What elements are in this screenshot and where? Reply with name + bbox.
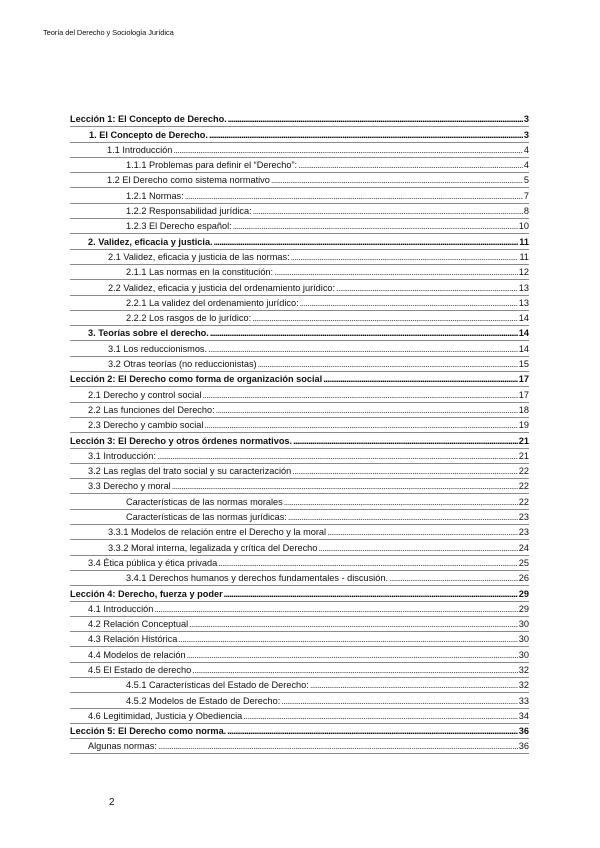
toc-entry[interactable] [70, 250, 529, 265]
toc-entry-title: Lección 1: El Concepto de Derecho. [70, 114, 227, 125]
toc-entry[interactable] [70, 647, 529, 662]
toc-entry-page: 7 [523, 190, 529, 201]
toc-entry[interactable] [70, 418, 529, 433]
toc-entry-title: Características de las normas jurídicas: [126, 512, 287, 523]
toc-entry-page: 23 [518, 527, 529, 538]
toc-entry-title: 3.3 Derecho y moral [88, 481, 171, 492]
toc-entry[interactable] [70, 449, 529, 464]
dot-leader [291, 250, 519, 264]
toc-entry-page: 22 [518, 481, 529, 492]
dot-leader [284, 495, 518, 509]
toc-entry-page: 34 [518, 710, 529, 721]
toc-entry-page: 24 [518, 542, 529, 553]
toc-entry-page: 30 [518, 649, 529, 660]
dot-leader [327, 525, 518, 539]
toc-entry-page: 14 [518, 343, 529, 354]
dot-leader [336, 281, 518, 295]
dot-leader [178, 632, 517, 646]
toc-entry[interactable] [70, 494, 529, 509]
dot-leader [274, 265, 518, 279]
toc-entry-title: 2.1 Derecho y control social [88, 389, 202, 400]
dot-leader [389, 571, 518, 585]
toc-entry[interactable] [70, 372, 529, 387]
dot-leader [154, 602, 517, 616]
toc-entry-page: 21 [518, 435, 529, 446]
page-number: 2 [109, 797, 115, 808]
dot-leader [218, 556, 518, 570]
dot-leader [173, 143, 522, 157]
dot-leader [214, 235, 519, 249]
toc-entry-title: 2.2.1 La validez del ordenamiento jurídico: [126, 297, 299, 308]
table-of-contents [70, 112, 529, 754]
dot-leader [243, 709, 518, 723]
dot-leader [172, 479, 518, 493]
dot-leader [233, 219, 518, 233]
toc-entry-page: 17 [518, 389, 529, 400]
toc-entry-page: 4 [523, 160, 529, 171]
toc-entry[interactable] [70, 357, 529, 372]
toc-entry[interactable] [70, 173, 529, 188]
toc-entry-page: 15 [518, 359, 529, 370]
dot-leader [158, 739, 518, 753]
dot-leader [298, 158, 523, 172]
toc-entry-title: 4.5.2 Modelos de Estado de Derecho: [126, 695, 281, 706]
toc-entry-page: 11 [519, 236, 529, 247]
toc-entry[interactable] [70, 296, 529, 311]
toc-entry-title: 3.4.1 Derechos humanos y derechos fundamentales - discusión. [126, 573, 388, 584]
toc-entry-title: 1.2.2 Responsabilidad jurídica: [126, 206, 252, 217]
toc-entry[interactable] [70, 617, 529, 632]
toc-entry-page: 5 [523, 175, 529, 186]
toc-entry[interactable] [70, 341, 529, 356]
toc-entry-page: 19 [518, 420, 529, 431]
dot-leader [318, 541, 517, 555]
toc-entry[interactable] [70, 265, 529, 280]
dot-leader [157, 449, 518, 463]
toc-entry-page: 14 [518, 313, 529, 324]
toc-entry[interactable] [70, 433, 529, 448]
toc-entry-page: 22 [518, 466, 529, 477]
toc-entry-title: 2.2 Validez, eficacia y justicia del ordenamiento jurídico: [108, 282, 336, 293]
toc-entry[interactable] [70, 525, 529, 540]
toc-entry[interactable] [70, 188, 529, 203]
dot-leader [228, 112, 523, 126]
toc-entry-page: 4 [523, 144, 529, 155]
toc-entry-title: 4.3 Relación Histórica [88, 634, 178, 645]
toc-entry-page: 10 [518, 221, 529, 232]
dot-leader [224, 587, 518, 601]
toc-entry-title: Lección 5: El Derecho como norma. [70, 726, 227, 737]
dot-leader [323, 372, 518, 386]
toc-entry[interactable] [70, 602, 529, 617]
toc-entry[interactable] [70, 311, 529, 326]
toc-entry-title: 1.2.3 El Derecho español: [126, 221, 232, 232]
toc-entry[interactable] [70, 693, 529, 708]
dot-leader [293, 434, 518, 448]
toc-entry[interactable] [70, 709, 529, 724]
toc-entry-page: 33 [518, 695, 529, 706]
toc-entry-title: 4.5.1 Características del Estado de Derecho: [126, 680, 309, 691]
toc-entry-page: 13 [518, 297, 529, 308]
toc-entry[interactable] [70, 127, 529, 142]
toc-entry-page: 36 [518, 726, 529, 737]
toc-entry[interactable] [70, 219, 529, 234]
dot-leader [292, 464, 518, 478]
toc-entry-page: 29 [518, 588, 529, 599]
dot-leader [310, 678, 518, 692]
toc-entry-title: 3.3.1 Modelos de relación entre el Derecho y la moral [108, 527, 327, 538]
toc-entry-page: 30 [518, 634, 529, 645]
toc-entry-page: 8 [523, 206, 529, 217]
toc-entry-page: 21 [518, 450, 529, 461]
toc-entry-page: 14 [518, 328, 529, 339]
toc-entry[interactable] [70, 112, 529, 127]
toc-entry-title: 2.2.2 Los rasgos de lo jurídico: [126, 313, 252, 324]
toc-entry-title: 3.2 Otras teorías (no reduccionistas) [108, 359, 257, 370]
dot-leader [300, 296, 518, 310]
dot-leader [204, 418, 517, 432]
dot-leader [288, 510, 518, 524]
toc-entry-title: 1.2 El Derecho como sistema normativo [107, 175, 270, 186]
toc-entry-title: 3.2 Las reglas del trato social y su caracterización [88, 466, 292, 477]
toc-entry-title: 2.3 Derecho y cambio social [88, 420, 204, 431]
toc-entry[interactable] [70, 556, 529, 571]
toc-entry-title: 2. Validez, eficacia y justicia. [88, 236, 213, 247]
toc-entry-page: 3 [523, 114, 529, 125]
dot-leader [202, 388, 517, 402]
dot-leader [187, 648, 518, 662]
toc-entry[interactable] [70, 724, 529, 739]
toc-entry-page: 13 [518, 282, 529, 293]
toc-entry-title: Características de las normas morales [126, 496, 283, 507]
toc-entry-title: 2.1 Validez, eficacia y justicia de las normas: [108, 251, 290, 262]
dot-leader [210, 326, 518, 340]
dot-leader [185, 189, 523, 203]
toc-entry[interactable] [70, 678, 529, 693]
toc-entry-title: 3.3.2 Moral interna, legalizada y crítica del Derecho [108, 542, 318, 553]
toc-entry-title: 3.4 Ética pública y ética privada [88, 557, 218, 568]
toc-entry-page: 11 [519, 251, 529, 262]
toc-entry[interactable] [70, 464, 529, 479]
toc-entry[interactable] [70, 510, 529, 525]
toc-entry[interactable] [70, 571, 529, 586]
toc-entry[interactable] [70, 540, 529, 555]
toc-entry-page: 22 [518, 496, 529, 507]
toc-entry-title: 3.1 Introducción: [88, 450, 156, 461]
dot-leader [271, 173, 523, 187]
toc-entry-title: 1.1.1 Problemas para definir el “Derecho”: [126, 160, 298, 171]
toc-entry[interactable] [70, 663, 529, 678]
toc-entry[interactable] [70, 234, 529, 249]
toc-entry-title: 2.2 Las funciones del Derecho: [88, 404, 215, 415]
dot-leader [208, 342, 518, 356]
dot-leader [209, 128, 523, 142]
toc-entry[interactable] [70, 204, 529, 219]
dot-leader [258, 357, 518, 371]
toc-entry-title: 1.1 Introducción [107, 144, 173, 155]
toc-entry-page: 18 [518, 404, 529, 415]
dot-leader [281, 694, 518, 708]
toc-entry-page: 26 [518, 573, 529, 584]
toc-entry[interactable] [70, 586, 529, 601]
dot-leader [252, 311, 518, 325]
toc-entry-title: 1.2.1 Normas: [126, 190, 184, 201]
toc-entry-title: 3.1 Los reduccionismos. [108, 343, 208, 354]
toc-entry[interactable] [70, 143, 529, 158]
toc-entry-page: 12 [518, 267, 529, 278]
toc-entry-title: 4.5 El Estado de derecho [88, 664, 192, 675]
toc-entry-page: 30 [518, 619, 529, 630]
toc-entry-title: 4.2 Relación Conceptual [88, 619, 189, 630]
toc-entry-title: Algunas normas: [88, 741, 157, 752]
toc-entry-page: 29 [518, 603, 529, 614]
toc-entry-title: Lección 3: El Derecho y otros órdenes normativos. [70, 435, 293, 446]
toc-entry-page: 3 [523, 129, 529, 140]
toc-entry-title: 4.1 Introducción [88, 603, 154, 614]
toc-entry-page: 32 [518, 664, 529, 675]
dot-leader [227, 724, 518, 738]
toc-entry-page: 25 [518, 557, 529, 568]
toc-entry[interactable] [70, 479, 529, 494]
toc-entry[interactable] [70, 739, 529, 754]
toc-entry-title: 4.4 Modelos de relación [88, 649, 186, 660]
dot-leader [253, 204, 523, 218]
toc-entry[interactable] [70, 387, 529, 402]
toc-entry[interactable] [70, 632, 529, 647]
toc-entry[interactable] [70, 280, 529, 295]
toc-entry-page: 17 [518, 374, 529, 385]
toc-entry[interactable] [70, 403, 529, 418]
toc-entry[interactable] [70, 158, 529, 173]
toc-entry-title: Lección 4: Derecho, fuerza y poder [70, 588, 223, 599]
toc-entry-title: Lección 2: El Derecho como forma de organización social [70, 374, 323, 385]
toc-entry-page: 23 [518, 512, 529, 523]
dot-leader [216, 403, 518, 417]
toc-entry-title: 4.6 Legitimidad, Justicia y Obediencia [88, 710, 243, 721]
running-header: Teoría del Derecho y Sociología Jurídica [43, 28, 174, 37]
toc-entry-title: 1. El Concepto de Derecho. [89, 129, 208, 140]
toc-entry-page: 32 [518, 680, 529, 691]
toc-entry-page: 36 [518, 741, 529, 752]
toc-entry-title: 3. Teorías sobre el derecho. [88, 328, 209, 339]
dot-leader [189, 617, 518, 631]
toc-entry[interactable] [70, 326, 529, 341]
dot-leader [192, 663, 518, 677]
toc-entry-title: 2.1.1 Las normas en la constitución: [126, 267, 274, 278]
